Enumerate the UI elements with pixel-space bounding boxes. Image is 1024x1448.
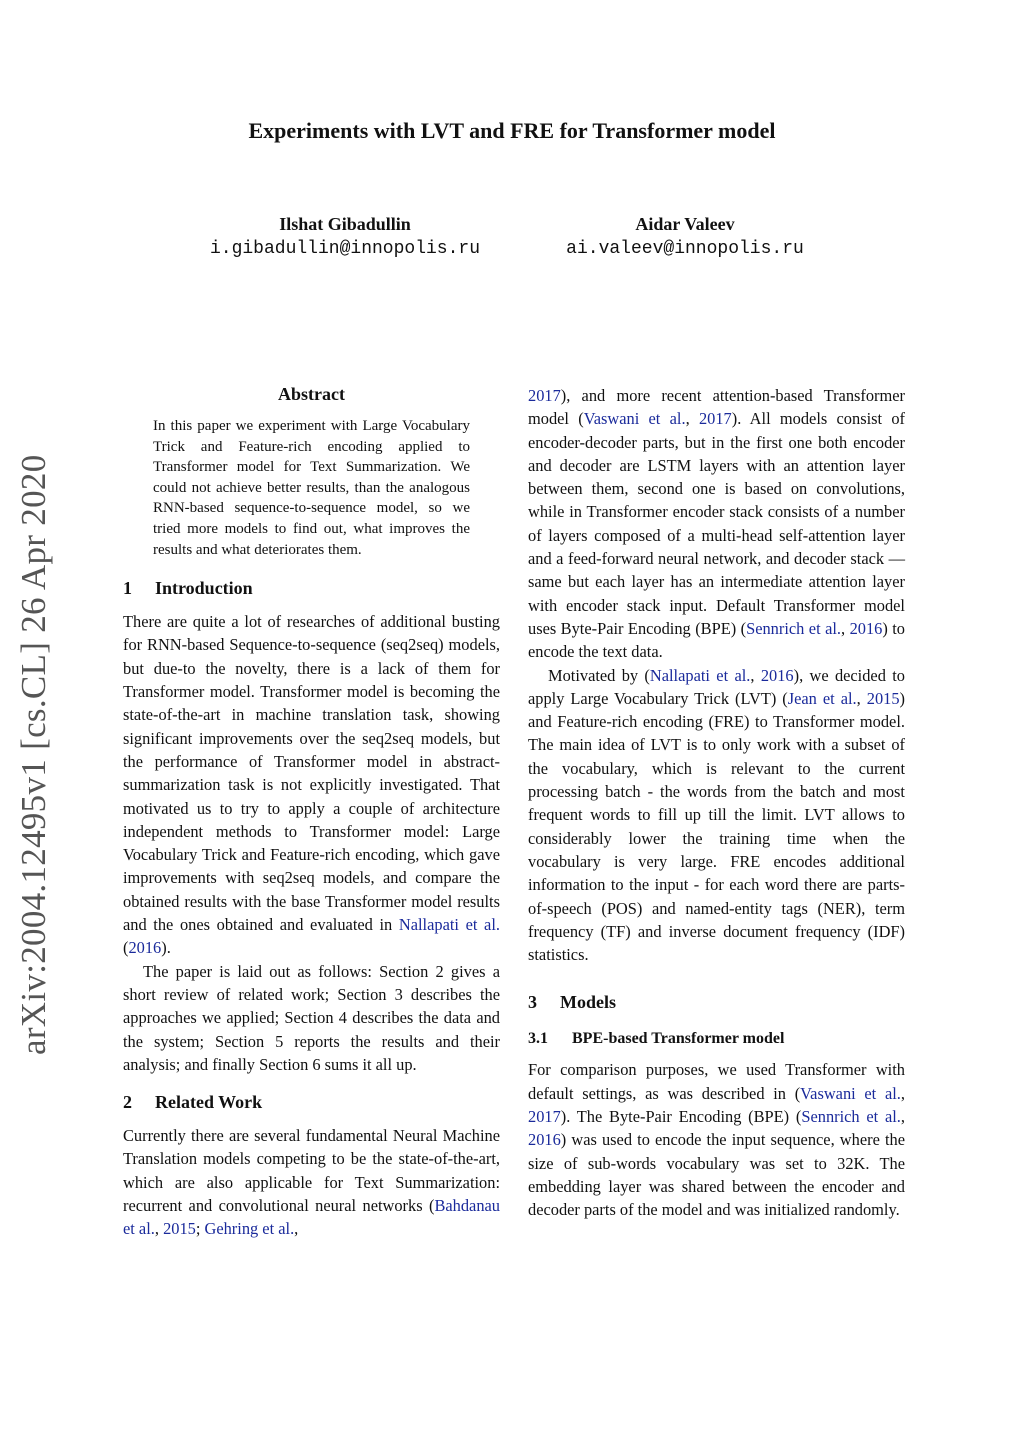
right-column <box>528 384 905 1222</box>
citation-link[interactable]: Vaswani et al. <box>583 409 686 429</box>
citation-link[interactable]: Sennrich et al. <box>746 618 842 638</box>
subsection-3-1-heading <box>528 1026 905 1052</box>
subsection-3-1-number: 3.1 <box>528 1030 548 1048</box>
section-2-title: Related Work <box>155 1092 263 1113</box>
intro-paragraph-1: There are quite a lot of researches of additional busting for RNN-based Sequence-to-sequence (seq2seq) models, but due-to the novelty, there is a lack of them for Transformer model. Transformer model is becoming the state-of-the-art in machine translation task, showing significant improvements over the seq2seq models, but the performance of Transformer model in abstract-summarization task is not explicitly investigated. That motivated us to try to apply a couple of architecture independent methods to Transformer model: Large Vocabulary Trick and Feature-rich encoding, which gave improvements with seq2seq models, and compare the obtained results with the base Transformer model results and the ones obtained and evaluated in Nallapati et al. (2016). <box>123 612 500 958</box>
section-1-heading <box>123 574 500 602</box>
citation-link[interactable]: 2017 <box>528 386 561 405</box>
intro-paragraph-2: The paper is laid out as follows: Section 2 gives a short review of related work; Section 3 describes the approaches we applied; Section 4 describes the data and the system; Section 5 reports the results and their analysis; and finally Section 6 sums it all up. <box>123 961 500 1074</box>
section-2-number: 2 <box>123 1092 132 1113</box>
author-1-email[interactable]: i.gibadullin@innopolis.ru <box>209 239 481 259</box>
citation-link[interactable]: 2016 <box>128 938 162 958</box>
citation-link[interactable]: 2017 <box>698 409 732 429</box>
related-paragraph-1-cont: 2017), and more recent attention-based Transformer model (Vaswani et al., 2017). All models consist of encoder-decoder parts, but in the first one both encoder and decoder are LSTM layers with an attention layer between them, second one is based on convolutions, while in Transformer encoder stack consists of a number of layers composed of a multi-head self-attention layer and a feed-forward neural network, and decoder stack — same but each layer has an intermediate attention layer with encoder stack input. Default Transformer model uses Byte-Pair Encoding (BPE) (Sennrich et al., 2016) to encode the text data. <box>528 386 906 662</box>
left-column <box>123 380 500 1241</box>
author-1 <box>165 212 525 262</box>
paper-title: Experiments with LVT and FRE for Transformer model <box>248 118 776 143</box>
section-1-number: 1 <box>123 578 132 599</box>
citation-link[interactable]: 2015 <box>163 1219 196 1239</box>
section-3-heading <box>528 988 905 1016</box>
author-2-name: Aidar Valeev <box>635 214 735 234</box>
section-3-number: 3 <box>528 992 537 1013</box>
citation-link[interactable]: 2017 <box>528 1107 561 1127</box>
citation-link[interactable]: Jean et al. <box>787 688 857 708</box>
citation-link[interactable]: 2016 <box>849 618 883 638</box>
author-1-name: Ilshat Gibadullin <box>279 214 411 234</box>
abstract-heading: Abstract <box>278 384 345 404</box>
citation-link[interactable]: Sennrich et al. <box>801 1107 901 1127</box>
citation-link[interactable]: 2016 <box>528 1130 561 1150</box>
citation-link[interactable]: Nallapati et al. <box>649 665 751 685</box>
models-paragraph-1: For comparison purposes, we used Transformer with default settings, as was described in (Vaswani et al., 2017). The Byte-Pair Encoding (BPE) (Sennrich et al., 2016) was used to encode the input sequence, where the size of sub-words vocabulary was set to 32K. The embedding layer was shared between the encoder and decoder parts of the model and was initialized randomly. <box>528 1060 905 1220</box>
citation-link[interactable]: Bahdanau et al. <box>123 1195 500 1239</box>
related-paragraph-2: Motivated by (Nallapati et al., 2016), we decided to apply Large Vocabulary Trick (LVT) (Jean et al., 2015) and Feature-rich encoding (FRE) to Transformer model. The main idea of LVT is to only work with a subset of the vocabulary, which is relevant to the current processing batch - the words from the batch and most frequent words to fill up till the limit. LVT allows to considerably lower the training time when the vocabulary is very large. FRE encodes additional information to the input - for each word there are parts-of-speech (POS) and named-entity tags (NER), term frequency (TF) and inverse document frequency (IDF) statistics. <box>528 665 905 965</box>
citation-link[interactable]: Gehring et al. <box>204 1219 295 1239</box>
citation-link[interactable]: 2015 <box>866 688 900 708</box>
section-1-title: Introduction <box>155 578 253 599</box>
subsection-3-1-title: BPE-based Transformer model <box>572 1030 785 1048</box>
author-2 <box>505 212 865 262</box>
related-paragraph-1-start: Currently there are several fundamental Neural Machine Translation models competing to be the state-of-the-art, which are also applicable for Text Summarization: recurrent and convolutional neural networks (Bahdanau et al., 2015; Gehring et al., <box>123 1126 500 1239</box>
section-3-title: Models <box>560 992 616 1013</box>
arxiv-identifier: arXiv:2004.12495v1 [cs.CL] 26 Apr 2020 <box>14 454 53 1055</box>
citation-link[interactable]: Nallapati et al. <box>398 915 500 935</box>
section-2-heading <box>123 1088 500 1116</box>
abstract-text: In this paper we experiment with Large Vocabulary Trick and Feature-rich encoding applied to Transformer model for Text Summarization. We could not achieve better results, than the analogous RNN-based sequence-to-sequence model, so we tried more models to find out, what improves the results and what deteriorates them. <box>153 418 470 558</box>
citation-link[interactable]: Vaswani et al. <box>800 1083 901 1103</box>
citation-link[interactable]: 2016 <box>760 665 794 685</box>
author-2-email[interactable]: ai.valeev@innopolis.ru <box>566 239 804 259</box>
